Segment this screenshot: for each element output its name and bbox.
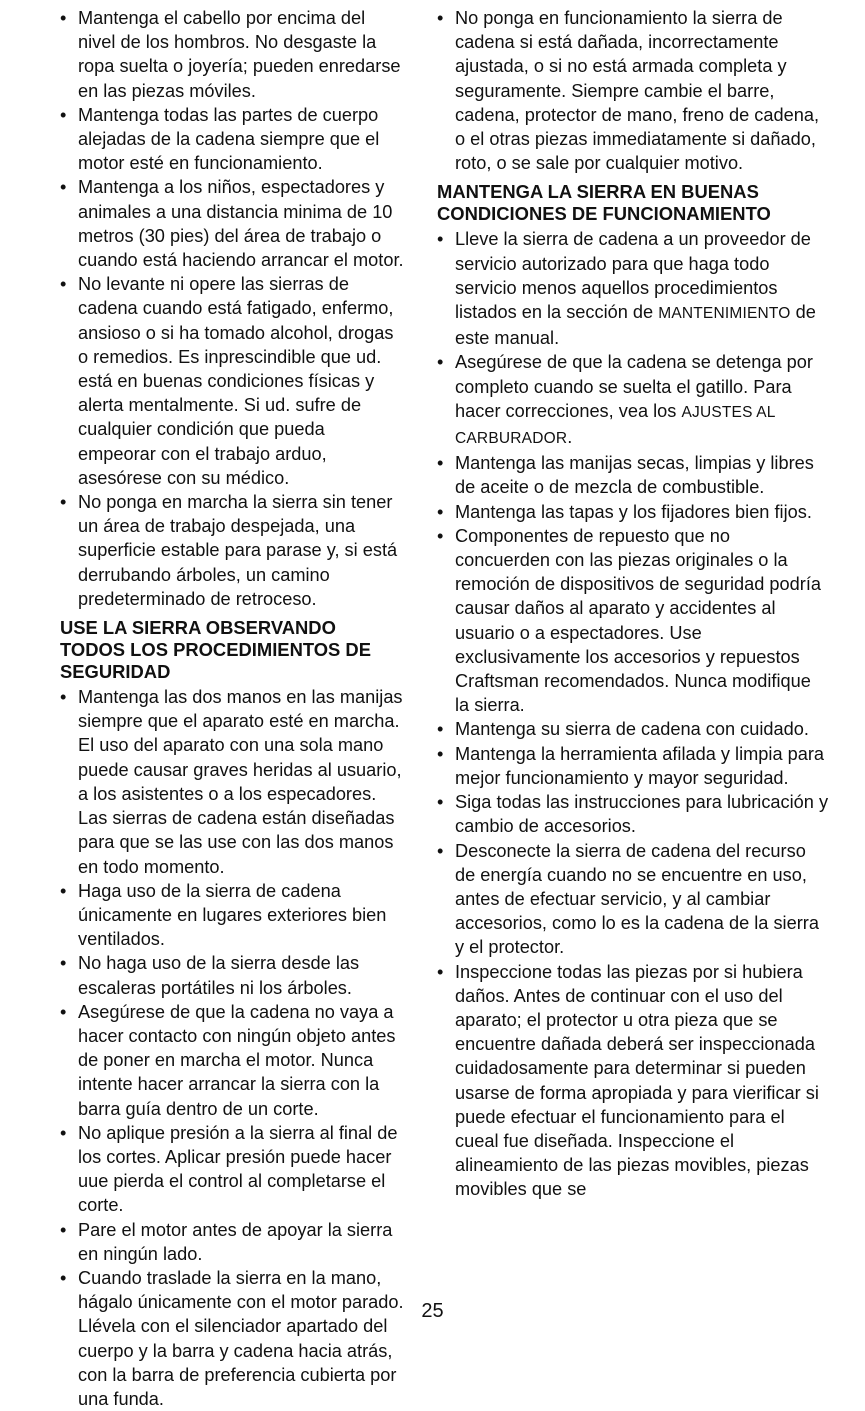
safety-item: • Mantenga a los niños, espectadores y animales a una distancia minima de 10 metros (30 pies) del área de trabajo o cuando está haciendo arrancar el motor. [60, 175, 405, 272]
right-column [437, 6, 830, 1202]
maintenance-item: • Mantenga las tapas y los fijadores bien fijos. [437, 500, 830, 524]
left-column [60, 6, 405, 1411]
safety-item: • No ponga en funcionamiento la sierra de cadena si está dañada, incorrectamente ajustada, o si no está armada completa y seguramente. Siempre cambie el barre, cadena, protector de mano, freno de cadena, o el otras piezas immediatamente si dañado, roto, o se sale por cualquier motivo. [437, 6, 830, 175]
section-heading-safety-procedures: USE LA SIERRA OBSERVANDO TODOS LOS PROCEDIMIENTOS DE SEGURIDAD [60, 617, 371, 683]
maintenance-item: • Mantenga la herramienta afilada y limpia para mejor funcionamiento y mayor seguridad. [437, 742, 830, 790]
safety-item: • No haga uso de la sierra desde las escaleras portátiles ni los árboles. [60, 951, 405, 999]
maintenance-item: • Siga todas las instrucciones para lubricación y cambio de accesorios. [437, 790, 830, 838]
safety-item: • Haga uso de la sierra de cadena únicamente en lugares exteriores bien ventilados. [60, 879, 405, 952]
safety-item: • No ponga en marcha la sierra sin tener un área de trabajo despejada, una superficie estable para parase y, si está derrubando árboles, un camino predeterminado de retroceso. [60, 490, 405, 611]
safety-item: • Cuando traslade la sierra en la mano, hágalo únicamente con el motor parado. Llévela con el silenciador apartado del cuerpo y la barra y cadena hacia atrás, con la barra de preferencia cubierta por una funda. [60, 1266, 405, 1411]
safety-item: • Asegúrese de que la cadena no vaya a hacer contacto con ningún objeto antes de poner en marcha el motor. Nunca intente hacer arrancar la sierra con la barra guía dentro de un corte. [60, 1000, 405, 1121]
maintenance-item: • Mantenga las manijas secas, limpias y libres de aceite o de mezcla de combustible. [437, 451, 830, 499]
item-text: . [567, 427, 573, 448]
safety-item: • Mantenga el cabello por encima del nivel de los hombros. No desgaste la ropa suelta o joyería; pueden enredarse en las piezas móviles. [60, 6, 405, 103]
maintenance-item [437, 227, 830, 350]
safety-item: • No aplique presión a la sierra al final de los cortes. Aplicar presión puede hacer uue pierda el control al completarse el corte. [60, 1121, 405, 1218]
item-text: de este manual. [455, 302, 816, 349]
maintenance-item: • Desconecte la sierra de cadena del recurso de energía cuando no se encuentre en uso, antes de efectuar servicio, y al cambiar accesorios, como lo es la cadena de la sierra y el protector. [437, 839, 830, 960]
safety-item: • Mantenga las dos manos en las manijas siempre que el aparato esté en marcha. El uso del aparato con una sola mano puede causar graves heridas al usuario, a los asistentes o a los especadores. Las sierras de cadena están diseñadas para que se las use con las dos manos en todo momento. [60, 685, 405, 879]
safety-item: • Pare el motor antes de apoyar la sierra en ningún lado. [60, 1218, 405, 1266]
item-text: Asegúrese de que la cadena se detenga por completo cuando se suelta el gatillo. Para hacer correcciones, vea los [455, 352, 813, 421]
safety-item: • No levante ni opere las sierras de cadena cuando está fatigado, enfermo, ansioso o si ha tomado alcohol, drogas o remedios. Es inprescindible que ud. está en buenas condiciones físicas y alerta mentalmente. Si ud. sufre de cualquier condición que pueda empeorar con el trabajo arduo, asesórese con su médico. [60, 272, 405, 490]
section-reference: AJUSTES AL CARBURADOR [455, 403, 776, 448]
maintenance-item: • Componentes de repuesto que no concuerden con las piezas originales o la remoción de dispositivos de seguridad podría causar daños al aparato y accidentes al usuario o a espectadores. Use exclusivamente los accesorios y repuestos Craftsman recomendados. Nunca modifique la sierra. [437, 524, 830, 718]
safety-item: • Mantenga todas las partes de cuerpo alejadas de la cadena siempre que el motor esté en funcionamiento. [60, 103, 405, 176]
section-heading-maintenance: MANTENGA LA SIERRA EN BUENAS CONDICIONES DE FUNCIONAMIENTO [437, 181, 771, 225]
maintenance-item: • Inspeccione todas las piezas por si hubiera daños. Antes de continuar con el uso del aparato; el protector u otra pieza que se encuentre dañada deberá ser inspeccionada cuidadosamente para determinar si pueden usarse de forma apropiada y para vierificar si puede efectuar el funcionamiento para el cueal fue diseñada. Inspeccione el alineamiento de las piezas movibles, piezas movibles que se [437, 960, 830, 1202]
section-reference: MANTENIMIENTO [658, 305, 791, 323]
item-text: Lleve la sierra de cadena a un proveedor de servicio autorizado para que haga todo servicio menos aquellos procedimientos listados en la sección de [455, 229, 811, 323]
page-number: 25 [421, 1300, 444, 1322]
maintenance-item: • Mantenga su sierra de cadena con cuidado. [437, 717, 830, 741]
maintenance-item [437, 350, 830, 451]
